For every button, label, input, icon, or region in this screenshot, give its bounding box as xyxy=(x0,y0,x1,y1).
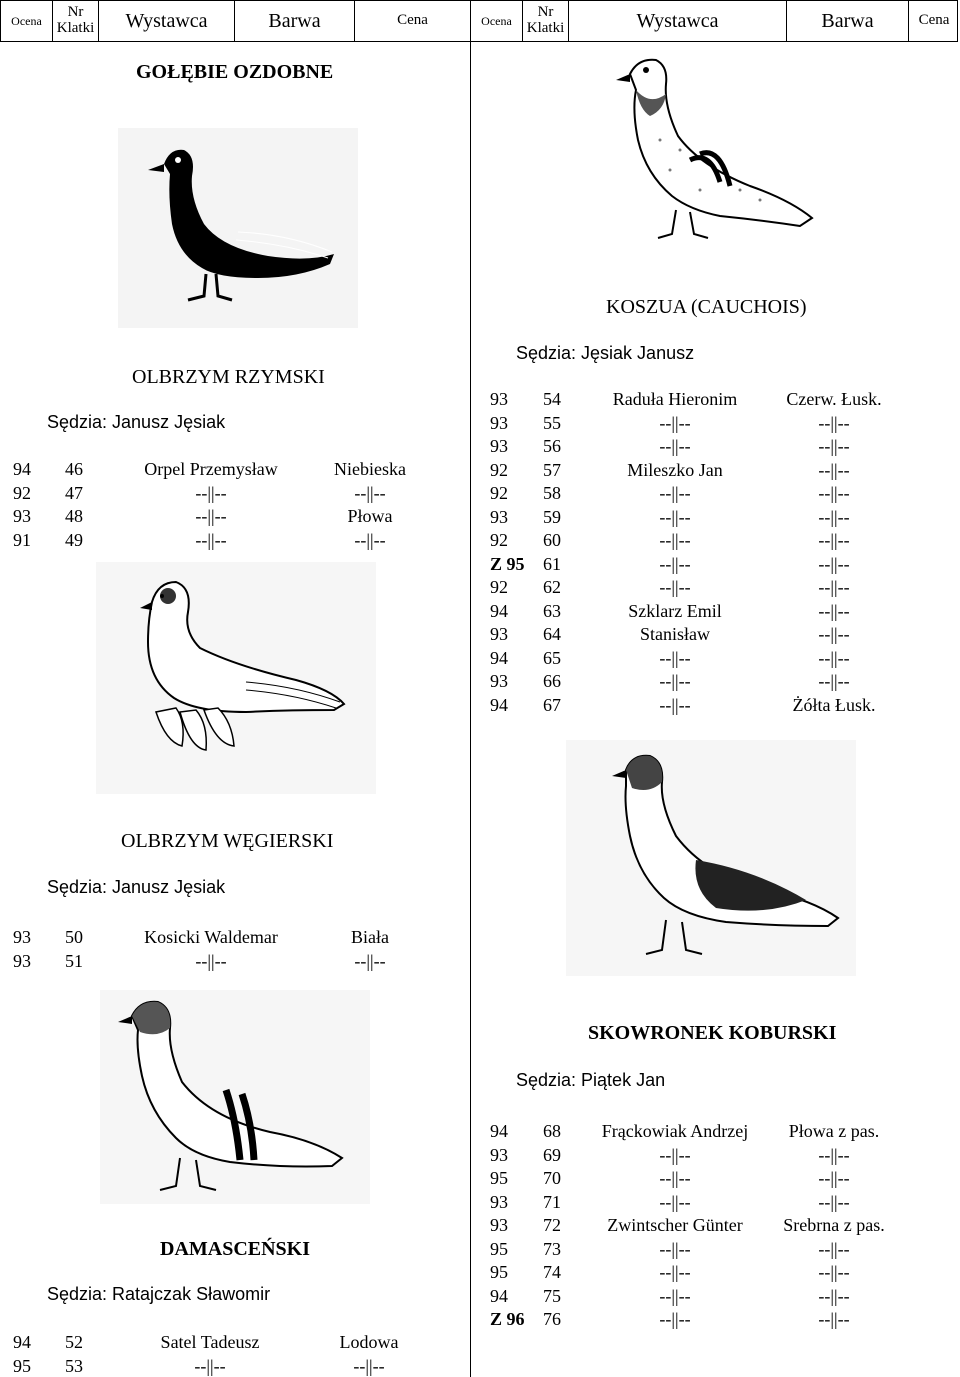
header-cell: Wystawca xyxy=(569,1,787,41)
cell-barwa: --||-- xyxy=(818,530,850,550)
cell-wystawca: --||-- xyxy=(659,436,691,456)
cell-nr: 48 xyxy=(65,506,83,526)
judge-koszua: Sędzia: Jęsiak Janusz xyxy=(516,343,695,363)
cell-nr: 53 xyxy=(65,1355,83,1376)
cell-nr: 73 xyxy=(543,1238,561,1259)
cell-nr: 54 xyxy=(543,389,561,409)
cell-wystawca: --||-- xyxy=(195,506,227,526)
section-title-koszua: KOSZUA (CAUCHOIS) xyxy=(606,296,807,318)
cell-wystawca: --||-- xyxy=(195,950,227,971)
cell-ocena: 95 xyxy=(490,1168,508,1188)
cell-barwa: --||-- xyxy=(818,506,850,527)
cell-wystawca: Zwintscher Günter xyxy=(607,1215,743,1235)
cell-ocena: 92 xyxy=(490,483,508,503)
cell-nr: 56 xyxy=(543,436,561,456)
section-title-olbrzym-wegierski: OLBRZYM WĘGIERSKI xyxy=(121,830,334,852)
cell-barwa: --||-- xyxy=(818,1309,850,1329)
cell-wystawca: Orpel Przemysław xyxy=(144,459,278,479)
cell-wystawca: --||-- xyxy=(659,483,691,503)
cell-wystawca: --||-- xyxy=(195,529,227,550)
cell-wystawca: --||-- xyxy=(194,1355,226,1376)
cell-nr: 64 xyxy=(543,624,561,644)
cell-ocena: 92 xyxy=(490,530,508,550)
cell-wystawca: --||-- xyxy=(659,1191,691,1212)
header-cell: Cena xyxy=(355,1,471,41)
cell-barwa: --||-- xyxy=(354,529,386,550)
cell-ocena: 91 xyxy=(13,529,31,550)
cell-wystawca: --||-- xyxy=(659,506,691,527)
cell-ocena: 95 xyxy=(13,1355,31,1376)
cell-ocena: 94 xyxy=(490,1285,508,1306)
black-pigeon-illustration xyxy=(118,128,358,328)
table-header xyxy=(0,0,958,42)
cell-nr: 72 xyxy=(543,1215,561,1235)
cell-nr: 49 xyxy=(65,529,83,550)
cell-nr: 76 xyxy=(543,1309,561,1329)
judge-damascenski: Sędzia: Ratajczak Sławomir xyxy=(47,1284,271,1304)
cell-wystawca: Kosicki Waldemar xyxy=(144,927,278,947)
cell-ocena: 93 xyxy=(13,506,31,526)
header-cell: Nr Klatki xyxy=(53,1,99,41)
cell-barwa: --||-- xyxy=(818,1144,850,1165)
section-title-skowronek: SKOWRONEK KOBURSKI xyxy=(588,1022,837,1044)
cell-ocena: 94 xyxy=(490,694,508,715)
cell-ocena: 94 xyxy=(13,459,31,479)
cell-nr: 74 xyxy=(543,1262,561,1282)
cell-ocena: 93 xyxy=(490,671,508,691)
cell-nr: 57 xyxy=(543,459,561,480)
cell-wystawca: --||-- xyxy=(659,694,691,715)
muffed-pigeon-illustration xyxy=(96,562,376,794)
cell-ocena: 93 xyxy=(490,1215,508,1235)
cell-nr: 71 xyxy=(543,1191,561,1212)
header-cell: Wystawca xyxy=(99,1,235,41)
cell-nr: 50 xyxy=(65,927,83,947)
cell-nr: 63 xyxy=(543,600,561,621)
cell-barwa: Czerw. Łusk. xyxy=(786,389,882,409)
cell-ocena: 93 xyxy=(490,1144,508,1165)
cell-barwa: Płowa xyxy=(347,506,393,526)
cell-ocena: 94 xyxy=(490,647,508,668)
cell-ocena: 93 xyxy=(490,436,508,456)
dark-shield-pigeon-illustration xyxy=(566,740,856,976)
cell-nr: 75 xyxy=(543,1285,561,1306)
cell-barwa: --||-- xyxy=(353,1355,385,1376)
cell-wystawca: --||-- xyxy=(659,553,691,574)
page-title: GOŁĘBIE OZDOBNE xyxy=(136,61,334,83)
cell-wystawca: --||-- xyxy=(659,412,691,433)
cell-barwa: --||-- xyxy=(354,950,386,971)
judge-olbrzym-wegierski: Sędzia: Janusz Jęsiak xyxy=(47,877,226,897)
cell-barwa: --||-- xyxy=(818,577,850,597)
cell-wystawca: --||-- xyxy=(659,1238,691,1259)
cell-ocena: 94 xyxy=(490,1121,508,1141)
cell-barwa: --||-- xyxy=(818,647,850,668)
judge-olbrzym-rzymski: Sędzia: Janusz Jęsiak xyxy=(47,412,226,432)
cell-nr: 69 xyxy=(543,1144,561,1165)
cell-wystawca: --||-- xyxy=(659,530,691,550)
cell-ocena: Z 95 xyxy=(490,553,525,574)
cell-wystawca: --||-- xyxy=(659,1309,691,1329)
cell-wystawca: --||-- xyxy=(659,647,691,668)
cell-nr: 70 xyxy=(543,1168,561,1188)
cell-wystawca: Raduła Hieronim xyxy=(612,389,738,409)
cell-wystawca: --||-- xyxy=(659,1285,691,1306)
cell-wystawca: --||-- xyxy=(659,577,691,597)
cell-ocena: 93 xyxy=(13,927,31,947)
cell-wystawca: Szklarz Emil xyxy=(628,600,722,621)
header-cell: Ocena xyxy=(1,1,53,41)
cell-wystawca: Satel Tadeusz xyxy=(160,1332,260,1352)
cell-wystawca: Stanisław xyxy=(640,624,710,644)
cell-nr: 46 xyxy=(65,459,83,479)
speckled-pigeon-illustration xyxy=(600,50,820,250)
cell-wystawca: --||-- xyxy=(195,482,227,503)
barred-pigeon-illustration xyxy=(100,990,370,1204)
cell-barwa: --||-- xyxy=(818,483,850,503)
cell-barwa: --||-- xyxy=(818,1191,850,1212)
cell-wystawca: --||-- xyxy=(659,1144,691,1165)
cell-barwa: --||-- xyxy=(818,459,850,480)
cell-barwa: Lodowa xyxy=(339,1332,399,1352)
cell-wystawca: --||-- xyxy=(659,1262,691,1282)
cell-barwa: --||-- xyxy=(818,436,850,456)
cell-ocena: Z 96 xyxy=(490,1309,525,1329)
cell-ocena: 93 xyxy=(490,1191,508,1212)
cell-barwa: --||-- xyxy=(818,1285,850,1306)
cell-nr: 65 xyxy=(543,647,561,668)
column-divider xyxy=(470,42,471,1377)
cell-nr: 67 xyxy=(543,694,561,715)
cell-ocena: 94 xyxy=(13,1332,31,1352)
header-cell: Cena xyxy=(918,12,950,29)
cell-wystawca: --||-- xyxy=(659,671,691,691)
cell-barwa: Srebrna z pas. xyxy=(783,1215,885,1235)
cell-ocena: 93 xyxy=(490,624,508,644)
cell-wystawca: Frąckowiak Andrzej xyxy=(601,1121,749,1141)
cell-nr: 62 xyxy=(543,577,561,597)
cell-nr: 68 xyxy=(543,1121,561,1141)
header-cell: Barwa xyxy=(235,1,355,41)
cell-barwa: --||-- xyxy=(818,1238,850,1259)
cell-barwa: --||-- xyxy=(354,482,386,503)
cell-ocena: 95 xyxy=(490,1238,508,1259)
cell-barwa: --||-- xyxy=(818,553,850,574)
cell-nr: 51 xyxy=(65,950,83,971)
judge-skowronek: Sędzia: Piątek Jan xyxy=(516,1070,666,1090)
cell-nr: 55 xyxy=(543,412,561,433)
section-title-damascenski: DAMASCEŃSKI xyxy=(160,1238,311,1260)
cell-nr: 47 xyxy=(65,482,83,503)
header-cell: Nr Klatki xyxy=(523,1,569,41)
cell-ocena: 92 xyxy=(490,577,508,597)
cell-wystawca: --||-- xyxy=(659,1168,691,1188)
header-cell: Barwa xyxy=(787,1,909,41)
cell-wystawca: Mileszko Jan xyxy=(627,459,723,480)
cell-nr: 66 xyxy=(543,671,561,691)
cell-barwa: --||-- xyxy=(818,600,850,621)
header-cell: Ocena xyxy=(471,1,523,41)
section-title-olbrzym-rzymski: OLBRZYM RZYMSKI xyxy=(132,366,325,388)
cell-nr: 58 xyxy=(543,483,561,503)
cell-ocena: 94 xyxy=(490,600,508,621)
cell-ocena: 93 xyxy=(490,506,508,527)
cell-ocena: 93 xyxy=(490,389,508,409)
cell-barwa: --||-- xyxy=(818,671,850,691)
cell-nr: 52 xyxy=(65,1332,83,1352)
cell-barwa: --||-- xyxy=(818,1168,850,1188)
cell-barwa: Biała xyxy=(351,927,389,947)
cell-ocena: 95 xyxy=(490,1262,508,1282)
cell-ocena: 93 xyxy=(13,950,31,971)
cell-ocena: 93 xyxy=(490,412,508,433)
cell-barwa: Niebieska xyxy=(334,459,406,479)
cell-barwa: --||-- xyxy=(818,624,850,644)
cell-barwa: Żółta Łusk. xyxy=(792,694,876,715)
cell-barwa: --||-- xyxy=(818,1262,850,1282)
cell-ocena: 92 xyxy=(13,482,31,503)
cell-barwa: Płowa z pas. xyxy=(788,1121,880,1141)
cell-nr: 60 xyxy=(543,530,561,550)
cell-ocena: 92 xyxy=(490,459,508,480)
cell-nr: 61 xyxy=(543,553,561,574)
cell-barwa: --||-- xyxy=(818,412,850,433)
cell-nr: 59 xyxy=(543,506,561,527)
